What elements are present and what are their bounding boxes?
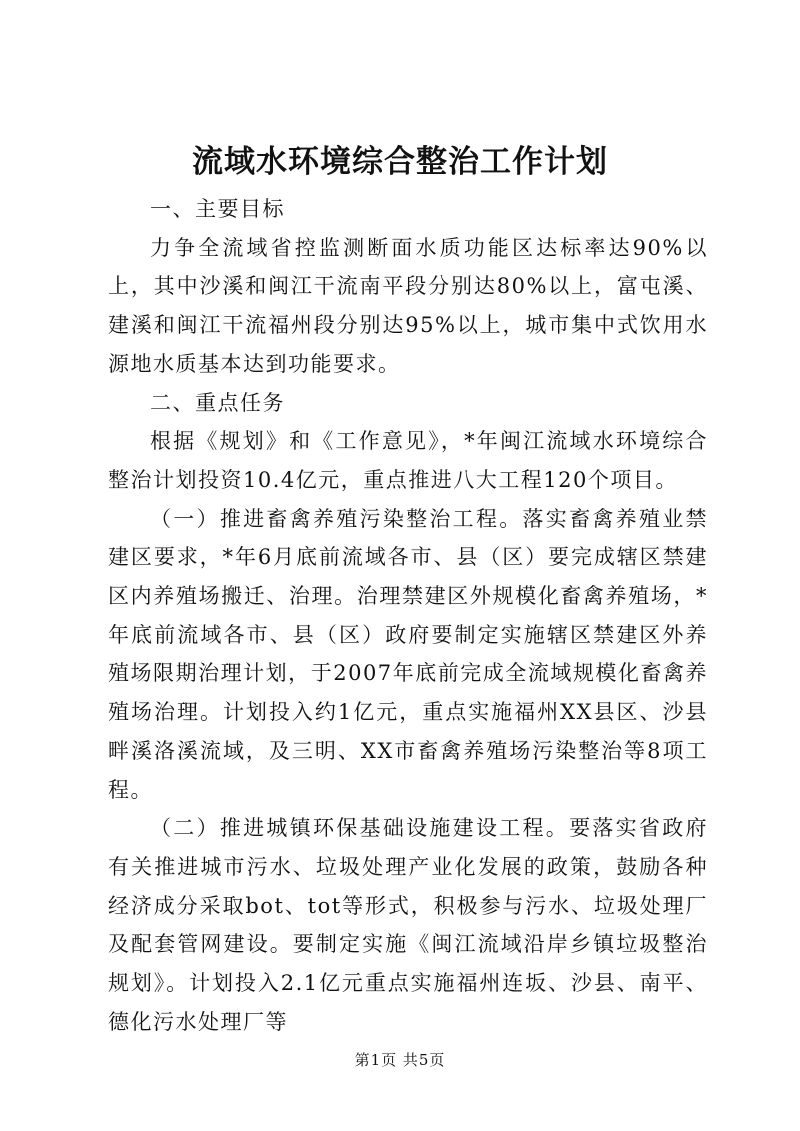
paragraph-livestock: （一）推进畜禽养殖污染整治工程。落实畜禽养殖业禁建区要求，*年6月底前流域各市、县（区）要完成辖区禁建区内养殖场搬迁、治理。治理禁建区外规模化畜禽养殖场，*年底前流域各市、县（区）政府要制定实施辖区禁建区外养殖场限期治理计划，于2007年底前完成全流域规模化畜禽养殖场治理。计划投入约1亿元，重点实施福州XX县区、沙县畔溪洛溪流域，及三明、XX市畜禽养殖场污染整治等8项工程。 <box>108 506 708 802</box>
paragraph-infrastructure: （二）推进城镇环保基础设施建设工程。要落实省政府有关推进城市污水、垃圾处理产业化发展的政策，鼓励各种经济成分采取bot、tot等形式，积极参与污水、垃圾处理厂及配套管网建设。要制定实施《闽江流域沿岸乡镇垃圾整治规划》。计划投入2.1亿元重点实施福州连坂、沙县、南平、德化污水处理厂等 <box>108 816 708 1034</box>
document-title: 流域水环境综合整治工作计划 <box>192 144 608 180</box>
section-heading-goals: 一、主要目标 <box>150 197 285 221</box>
paragraph-goals: 力争全流域省控监测断面水质功能区达标率达90%以上，其中沙溪和闽江干流南平段分别达80%以上，富屯溪、建溪和闽江干流福州段分别达95%以上，城市集中式饮用水源地水质基本达到功能要求。 <box>108 235 708 376</box>
page-number-footer: 第1页 共5页 <box>354 1051 446 1069</box>
document-body <box>108 190 708 1041</box>
paragraph-tasks-intro: 根据《规划》和《工作意见》，*年闽江流域水环境综合整治计划投资10.4亿元，重点推进八大工程120个项目。 <box>108 429 708 492</box>
section-heading-tasks: 二、重点任务 <box>150 390 285 415</box>
